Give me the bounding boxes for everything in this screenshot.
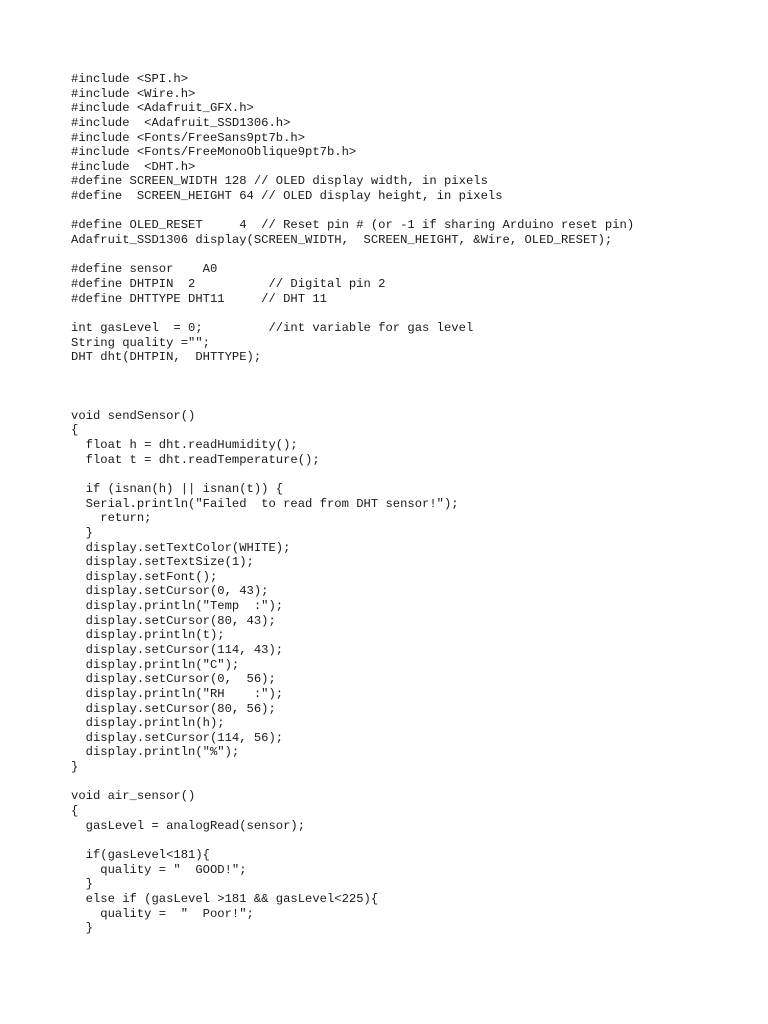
code-line: display.setTextColor(WHITE);: [71, 540, 291, 555]
code-line: [71, 204, 634, 219]
code-line: #include <Wire.h>: [71, 86, 196, 101]
code-line: String quality ="";: [71, 335, 210, 350]
code-line: int gasLevel = 0; //int variable for gas level: [71, 320, 474, 335]
code-line: display.setTextSize(1);: [71, 555, 254, 570]
code-line: display.println(t);: [71, 628, 225, 643]
code-line: display.setCursor(0, 56);: [71, 672, 276, 687]
code-line: quality = " GOOD!";: [71, 862, 247, 877]
code-line: Serial.println("Failed to read from DHT sensor!");: [71, 496, 459, 511]
code-line: display.setCursor(114, 43);: [71, 642, 284, 657]
code-line: display.setCursor(80, 56);: [71, 701, 276, 716]
code-line: [71, 365, 634, 380]
code-line: [71, 394, 634, 409]
code-line: [71, 833, 634, 848]
code-line: quality = " Poor!";: [71, 906, 254, 921]
code-line: display.println("RH :");: [71, 686, 284, 701]
code-line: DHT dht(DHTPIN, DHTTYPE);: [71, 350, 262, 365]
code-line: display.println("Temp :");: [71, 599, 284, 614]
code-line: float t = dht.readTemperature();: [71, 452, 320, 467]
code-line: float h = dht.readHumidity();: [71, 438, 298, 453]
code-line: #define SCREEN_WIDTH 128 // OLED display width, in pixels: [71, 174, 488, 189]
code-line: }: [71, 877, 93, 892]
code-line: #include <DHT.h>: [71, 159, 196, 174]
code-line: Adafruit_SSD1306 display(SCREEN_WIDTH, SCREEN_HEIGHT, &Wire, OLED_RESET);: [71, 233, 613, 248]
code-line: #define DHTTYPE DHT11 // DHT 11: [71, 291, 327, 306]
code-line: gasLevel = analogRead(sensor);: [71, 818, 306, 833]
code-line: display.println("C");: [71, 657, 240, 672]
code-line: [71, 467, 634, 482]
code-line: #define sensor A0: [71, 262, 218, 277]
code-line: #include <SPI.h>: [71, 72, 189, 86]
code-line: #include <Fonts/FreeSans9pt7b.h>: [71, 130, 306, 145]
code-line: #include <Adafruit_SSD1306.h>: [71, 115, 291, 130]
code-line: [71, 775, 634, 790]
code-line: #define OLED_RESET 4 // Reset pin # (or -1 if sharing Arduino reset pin): [71, 218, 635, 233]
code-line: display.println(h);: [71, 716, 225, 731]
code-line: if(gasLevel<181){: [71, 847, 210, 862]
code-line: #include <Fonts/FreeMonoOblique9pt7b.h>: [71, 145, 357, 160]
code-line: #define SCREEN_HEIGHT 64 // OLED display height, in pixels: [71, 189, 503, 204]
code-line: else if (gasLevel >181 && gasLevel<225){: [71, 891, 379, 906]
code-line: return;: [71, 511, 152, 526]
code-line: if (isnan(h) || isnan(t)) {: [71, 481, 284, 496]
code-line: #include <Adafruit_GFX.h>: [71, 101, 254, 116]
code-line: }: [71, 921, 93, 936]
code-line: void sendSensor(): [71, 408, 196, 423]
code-line: }: [71, 760, 79, 775]
code-line: display.println("%");: [71, 745, 240, 760]
code-line: display.setCursor(0, 43);: [71, 584, 269, 599]
code-line: }: [71, 525, 93, 540]
code-line: display.setCursor(80, 43);: [71, 613, 276, 628]
code-line: {: [71, 804, 79, 819]
code-line: [71, 248, 634, 263]
code-line: {: [71, 423, 79, 438]
code-line: #define DHTPIN 2 // Digital pin 2: [71, 276, 386, 291]
code-listing: [71, 72, 634, 936]
code-line: [71, 306, 634, 321]
code-line: display.setFont();: [71, 569, 218, 584]
code-line: void air_sensor(): [71, 789, 196, 804]
code-line: [71, 379, 634, 394]
code-line: display.setCursor(114, 56);: [71, 730, 284, 745]
